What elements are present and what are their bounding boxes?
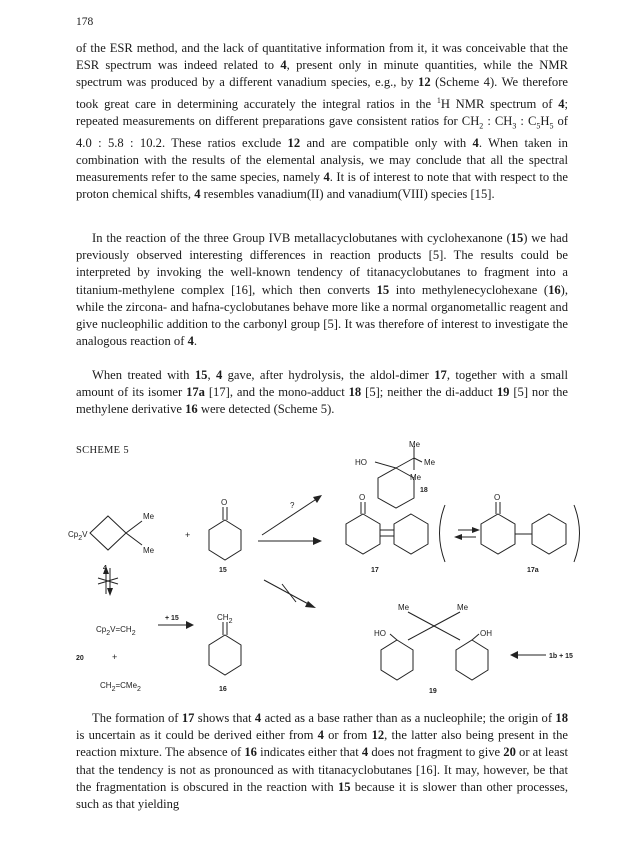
label-me-4-bottom: Me bbox=[143, 546, 155, 555]
ring-19b bbox=[456, 640, 488, 680]
label-me-18-lower: Me bbox=[410, 473, 422, 482]
label-cp2v: Cp2V bbox=[68, 530, 88, 542]
paragraph-4: The formation of 17 shows that 4 acted as a base rather than as a nucleophile; the origin of 18 is uncertain as it could be derived either from 4 or from 12, the latter also being present in the reaction mixture. The absence of 16 indicates either that 4 does not fragment to give 20 or at least that the tendency is not as pronounced as with titanacyclobutanes [16]. It may, however, be that the fragmentation is obscured in the reaction with 15 because it is slower than other processes, such as that yielding bbox=[76, 711, 568, 812]
ring-4 bbox=[90, 516, 126, 550]
label-o-17a: O bbox=[494, 493, 501, 502]
paragraph-2: In the reaction of the three Group IVB metallacyclobutanes with cyclohexanone (15) we had previously observed interesting differences in reaction products [5]. The results could be interpreted by invoking the well-known tendency of titanacyclobutanes to fragment into a titanium-methylene complex [16], which then converts 15 into methylenecyclohexane (16), while the zircona- and hafna-cyclobutanes behave more like a normal organometallic reagent and give nucleophilic addition to the carbonyl group [5]. It was therefore of interest to investigate the analogous reaction of 4. bbox=[76, 231, 569, 349]
label-plus-15: + 15 bbox=[165, 615, 179, 622]
compound-label-15: 15 bbox=[219, 567, 227, 574]
compound-label-20: 20 bbox=[76, 655, 84, 662]
compound-label-16: 16 bbox=[219, 686, 227, 693]
label-me-4-top: Me bbox=[143, 512, 155, 521]
ring-16 bbox=[209, 635, 241, 675]
scheme-label: SCHEME 5 bbox=[76, 445, 129, 456]
paragraph-3: When treated with 15, 4 gave, after hydrolysis, the aldol-dimer 17, together with a small amount of its isomer 17a [17], and the mono-adduct 18 [5]; neither the di-adduct 19 [5] nor the methylene derivative 16 were detected (Scheme 5). bbox=[76, 368, 569, 417]
label-reagent-1b-15: 1b + 15 bbox=[549, 653, 573, 660]
plus-sign-1: + bbox=[185, 530, 191, 540]
label-ch2-cme2: CH2=CMe2 bbox=[100, 681, 141, 693]
label-oh-19: OH bbox=[480, 629, 492, 638]
ring-17a-left bbox=[481, 514, 515, 554]
label-me-18-top: Me bbox=[409, 440, 421, 449]
label-ch2-16: CH2 bbox=[217, 613, 233, 625]
label-me-19-right: Me bbox=[457, 603, 469, 612]
ring-15 bbox=[209, 520, 241, 560]
label-ho-19: HO bbox=[374, 629, 386, 638]
ring-18 bbox=[378, 468, 414, 508]
label-o-15: O bbox=[221, 498, 228, 507]
ring-19a bbox=[381, 640, 413, 680]
paragraph-1: of the ESR method, and the lack of quantitative information from it, it was conceivable that the ESR spectrum was indeed related to 4, present only in minute quantities, while the NMR spectrum was produced by a different vanadium species, e.g., by 12 (Scheme 4). We therefore took great care in determining accurately the integral ratios in the $^1$H NMR spectrum of 4; repeated measurements on different preparations gave consistent ratios for $CH_2$ : $CH_3$ : $C_5H_5$ of 4.0 : 5.8 : 10.2. These ratios exclude 12 and are compatible only with 4. When taken in combination with the results of the elemental analysis, we may conclude that all the spectral measurements refer to the same species, namely 4. It is of interest to note that with respect to the proton chemical shifts, 4 resembles vanadium(II) and vanadium(VIII) species [15]. bbox=[76, 41, 568, 202]
ring-17a-right bbox=[532, 514, 566, 554]
compound-label-17: 17 bbox=[371, 567, 379, 574]
plus-sign-2: + bbox=[112, 652, 118, 662]
compound-label-17a: 17a bbox=[527, 567, 539, 574]
ring-17b bbox=[394, 514, 428, 554]
question-mark: ? bbox=[290, 501, 295, 510]
label-o-17: O bbox=[359, 493, 366, 502]
ring-17a bbox=[346, 514, 380, 554]
compound-label-19: 19 bbox=[429, 688, 437, 695]
page-number: 178 bbox=[76, 16, 94, 28]
label-ho-18: HO bbox=[355, 458, 367, 467]
label-me-19-left: Me bbox=[398, 603, 410, 612]
label-cp2v-ch2: Cp2V=CH2 bbox=[96, 625, 136, 637]
compound-label-4: 4 bbox=[103, 565, 107, 572]
compound-label-18: 18 bbox=[420, 487, 428, 494]
label-me-18-right: Me bbox=[424, 458, 436, 467]
